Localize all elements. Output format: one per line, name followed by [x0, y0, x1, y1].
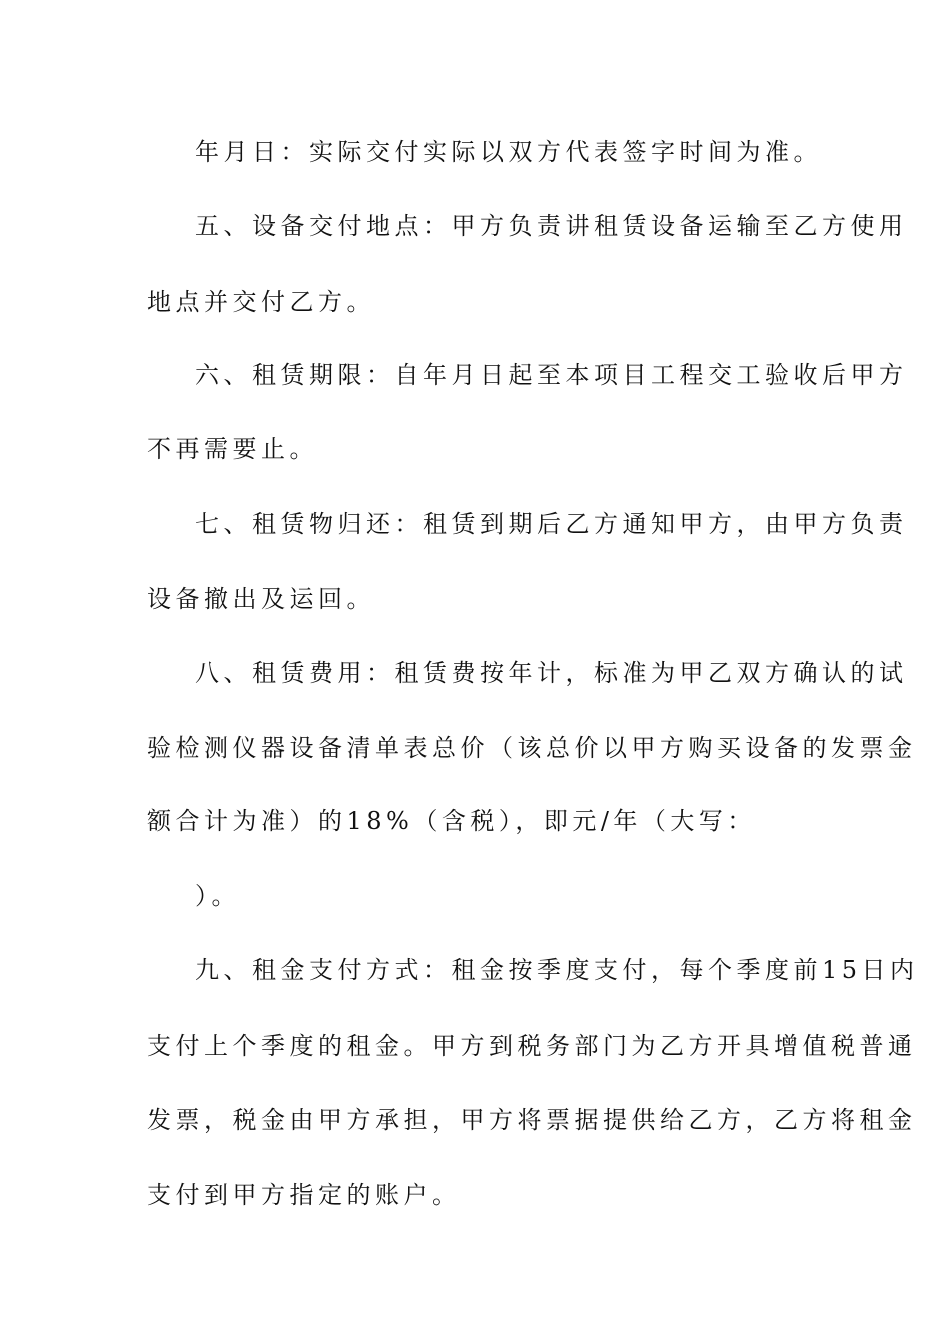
paragraph-line: 九、租金支付方式：租金按季度支付，每个季度前15日内 — [195, 956, 919, 984]
paragraph-line: 设备撤出及运回。 — [147, 585, 375, 613]
paragraph-line: 地点并交付乙方。 — [147, 288, 375, 316]
paragraph-line: 支付到甲方指定的账户。 — [147, 1181, 461, 1209]
paragraph-line: 发票，税金由甲方承担，甲方将票据提供给乙方，乙方将租金 — [147, 1106, 917, 1134]
paragraph-line: 不再需要止。 — [147, 435, 318, 463]
paragraph-line: 六、租赁期限：自年月日起至本项目工程交工验收后甲方 — [195, 361, 908, 389]
paragraph-line: 七、租赁物归还：租赁到期后乙方通知甲方，由甲方负责 — [195, 510, 908, 538]
paragraph-line: 八、租赁费用：租赁费按年计，标准为甲乙双方确认的试 — [195, 659, 908, 687]
paragraph-line: ）。 — [195, 882, 240, 910]
paragraph-line: 支付上个季度的租金。甲方到税务部门为乙方开具增值税普通 — [147, 1032, 917, 1060]
paragraph-line: 验检测仪器设备清单表总价（该总价以甲方购买设备的发票金 — [147, 734, 917, 762]
paragraph-line: 年月日：实际交付实际以双方代表签字时间为准。 — [195, 138, 822, 166]
paragraph-line: 五、设备交付地点：甲方负责讲租赁设备运输至乙方使用 — [195, 212, 908, 240]
paragraph-line: 额合计为准）的18%（含税），即元/年（大写： — [147, 807, 756, 835]
